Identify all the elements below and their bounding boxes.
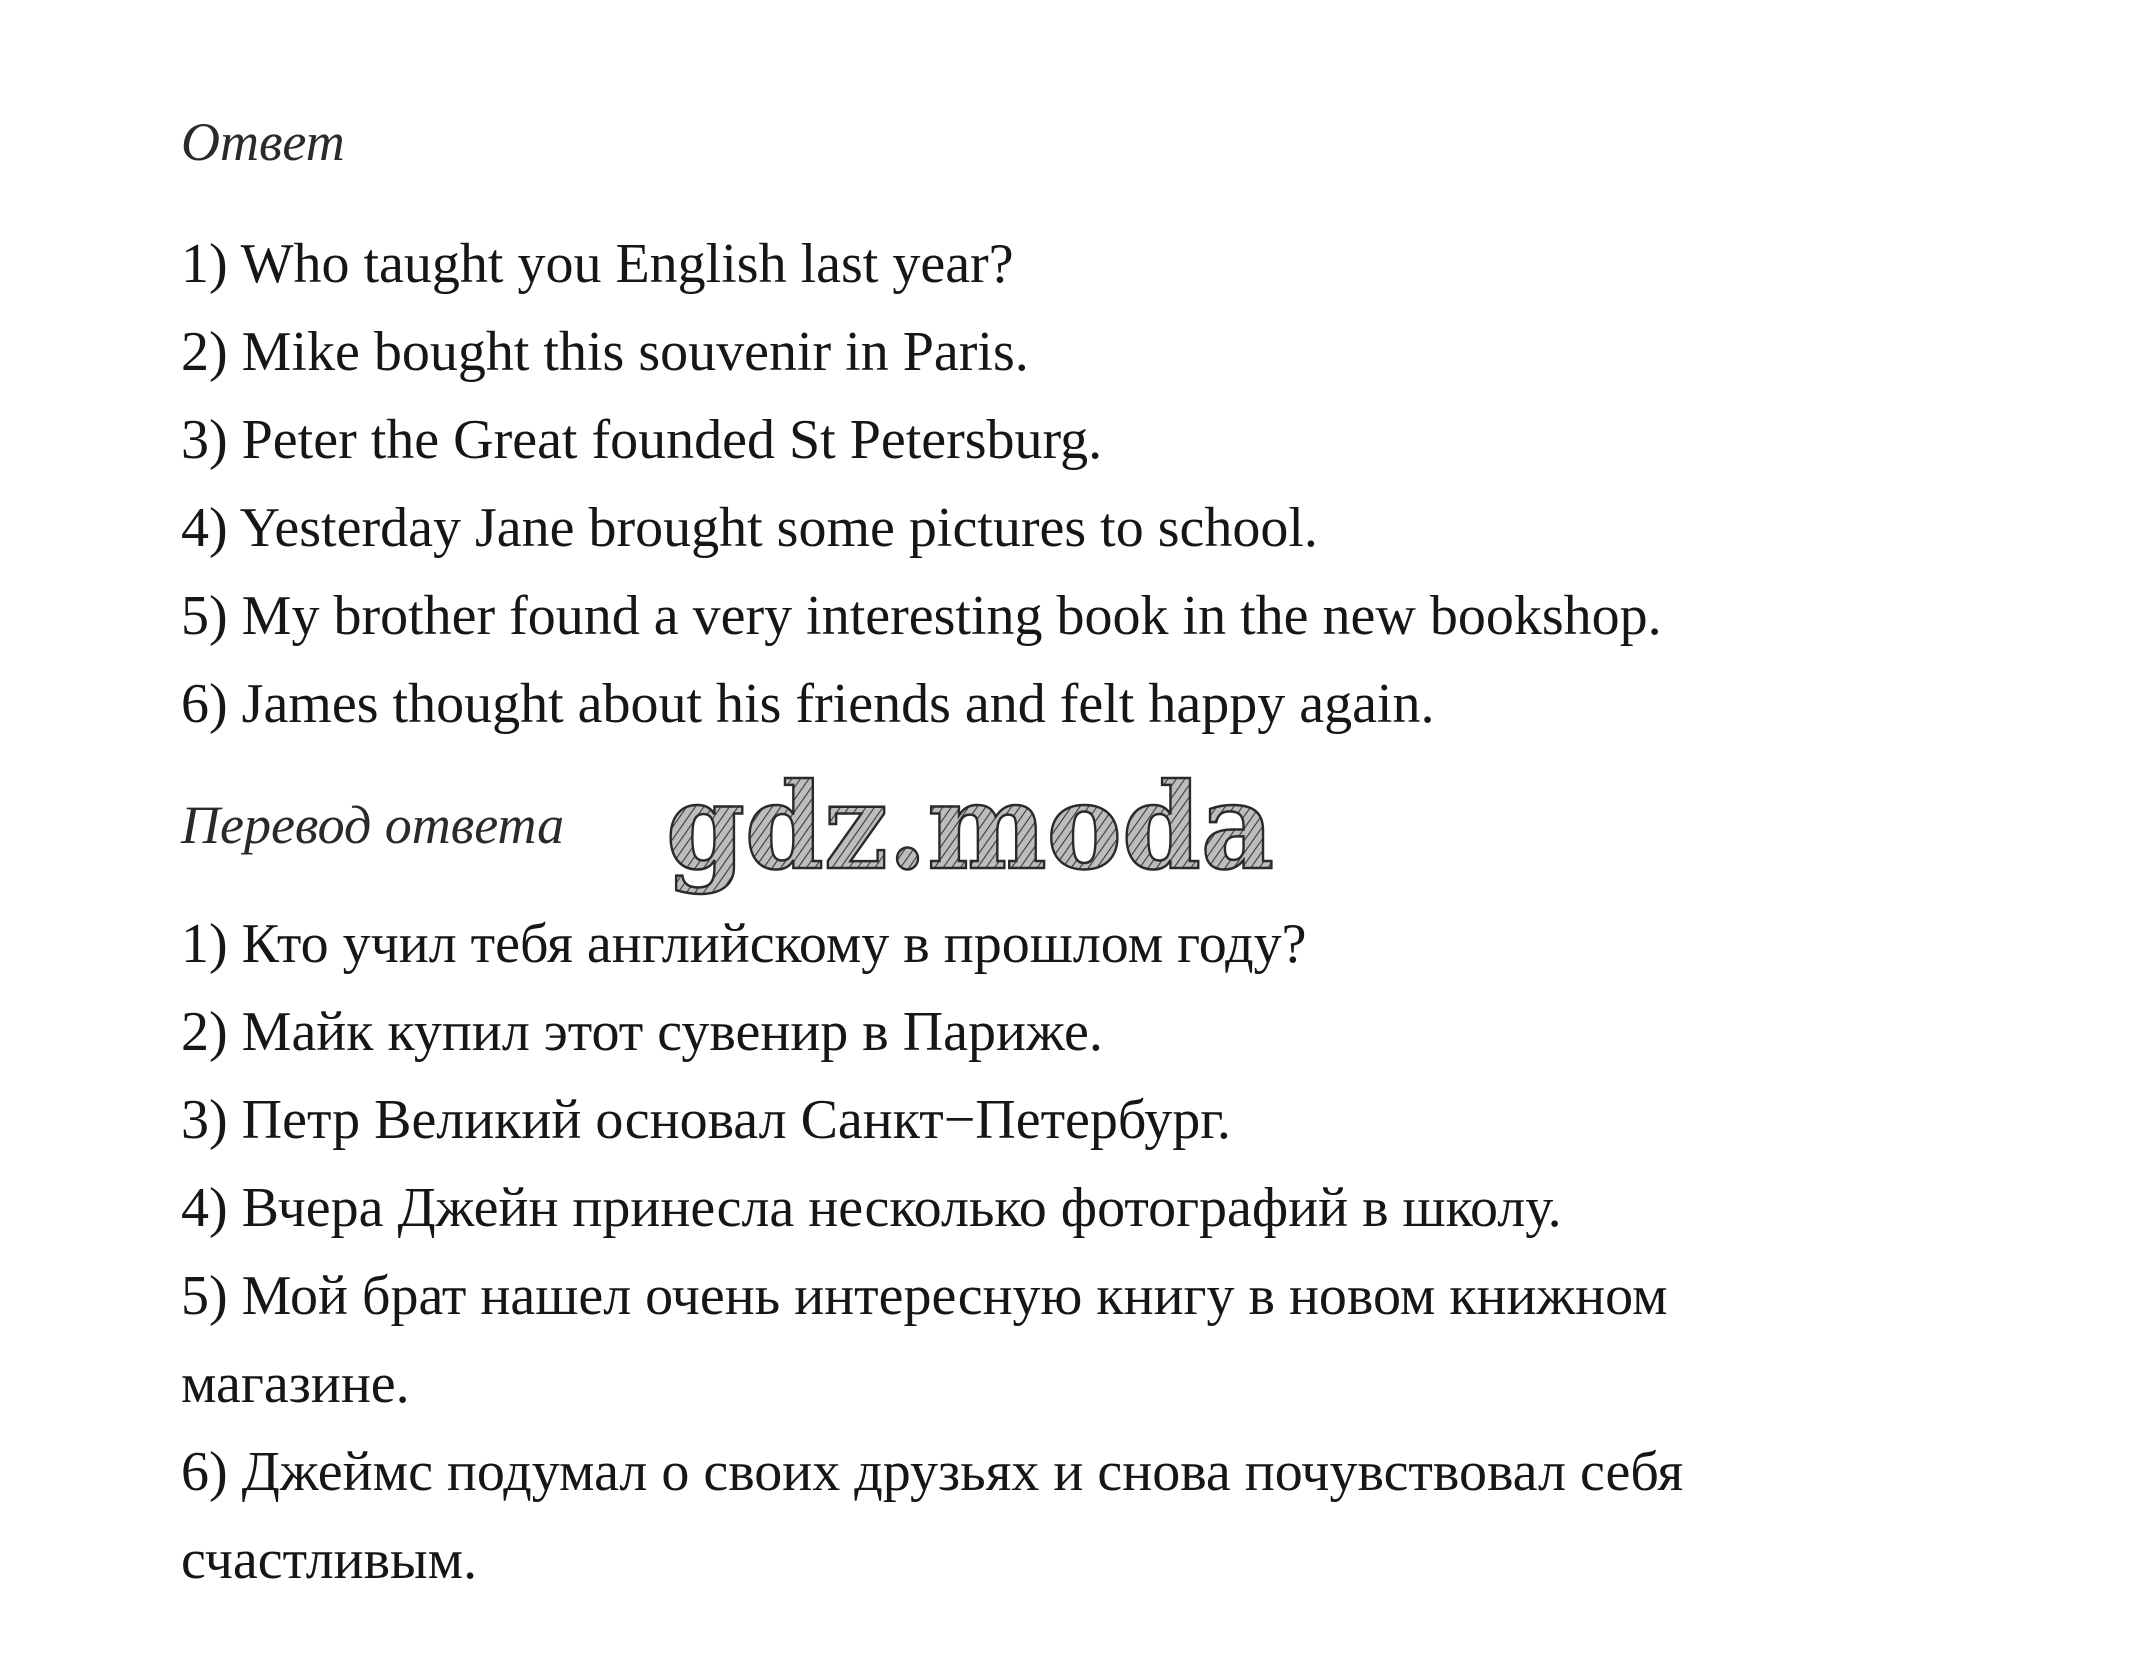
answer-item-2: 2) Mike bought this souvenir in Paris. xyxy=(181,321,1029,383)
translation-heading: Перевод ответа xyxy=(181,795,565,855)
answer-item-5: 5) My brother found a very interesting book in the new bookshop. xyxy=(181,585,1662,647)
answer-item-1: 1) Who taught you English last year? xyxy=(181,233,1014,295)
translation-line-6: 6) Джеймс подумал о своих друзьях и снова почувствовал себя xyxy=(181,1441,1684,1503)
answer-heading: Ответ xyxy=(181,112,345,172)
answer-item-3: 3) Peter the Great founded St Petersburg. xyxy=(181,409,1103,471)
answer-item-6: 6) James thought about his friends and felt happy again. xyxy=(181,673,1435,735)
translation-line-5-continued: магазине. xyxy=(181,1353,410,1415)
watermark-text: gdz.moda xyxy=(666,768,1274,896)
translation-line-5: 5) Мой брат нашел очень интересную книгу в новом книжном xyxy=(181,1265,1668,1327)
translation-line-6-continued: счастливым. xyxy=(181,1529,478,1591)
answer-item-4: 4) Yesterday Jane brought some pictures to school. xyxy=(181,497,1318,559)
translation-line-2: 2) Майк купил этот сувенир в Париже. xyxy=(181,1001,1103,1063)
translation-line-3: 3) Петр Великий основал Санкт−Петербург. xyxy=(181,1089,1231,1151)
translation-line-4: 4) Вчера Джейн принесла несколько фотографий в школу. xyxy=(181,1177,1562,1239)
translation-line-1: 1) Кто учил тебя английскому в прошлом году? xyxy=(181,913,1307,975)
watermark-logo xyxy=(662,768,1282,908)
